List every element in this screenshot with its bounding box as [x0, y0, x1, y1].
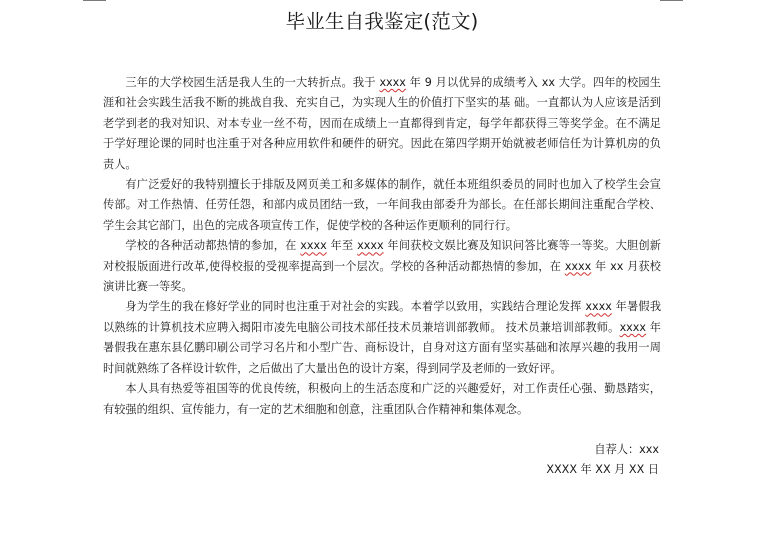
paragraph-text: 学校的各种活动都热情的参加，在 — [125, 239, 301, 253]
page-corner-mark-right — [660, 0, 683, 1]
paragraph-text: 年 9 月以优异的成绩考入 xx 大学。四年的校园生涯和社会实践生活我不断的挑战自我、充实自己，为实现人生的价值打下坚实的基 础。一直都认为人应该是活到老学到老的我对知识、对本专业一丝不苟，因而在成绩上一直都得到肯定，每学年都获得三等奖学金。在不满足于学好理论课的同时也注重于对各种应用软件和硬件的研究。因此在第四学期开始就被老师信任为计算机房的负责人。 — [103, 76, 661, 171]
paragraph-text: 年间获校文娱比赛及知识问答比赛等一等奖。大胆创新对校报版面进行改革,使得校报的受视率提高到一个层次。学校的各种活动都热情的参加，在 — [103, 239, 661, 273]
paragraph-text: 本人具有热爱等祖国等的优良传统，积极向上的生活态度和广泛的兴趣爱好，对工作责任心强、勤恳踏实，有较强的组织、宣传能力，有一定的艺术细胞和创意，注重团队合作精神和集体观念。 — [103, 382, 661, 416]
document-page — [103, 0, 661, 481]
spellcheck-flagged-text: xxxx — [357, 239, 384, 253]
spellcheck-flagged-text: xxxx — [619, 320, 647, 334]
document-body — [103, 73, 661, 420]
spellcheck-flagged-text: xxxx — [585, 300, 612, 314]
paragraph-text: 三年的大学校园生活是我人生的一大转折点。我于 — [125, 76, 380, 89]
spellcheck-flagged-text: xxxx — [564, 259, 592, 273]
paragraph-text: 年暑假我在惠东县亿鹏印刷公司学习名片和小型广告、商标设计，自身对这方面有坚实基础和浓厚兴趣的我用一周时间就熟练了各样设计软件，之后做出了大量出色的设计方案，得到同学及老师的一致好评。 — [103, 320, 661, 375]
spellcheck-flagged-text: xxxx — [379, 76, 406, 89]
paragraph-text: 有广泛爱好的我特别擅长于排版及网页美工和多媒体的制作，就任本班组织委员的同时也加入了校学生会宣传部。对工作热情、任劳任怨，和部内成员团结一致，一年间我由部委升为部长。在任部长期间注重配合学校、学生会其它部门，出色的完成各项宣传工作，促使学校的各种运作更顺利的同行行。 — [103, 178, 661, 232]
paragraph-3 — [103, 236, 661, 297]
paragraph-text: 身为学生的我在修好学业的同时也注重于对社会的实践。本着学以致用，实践结合理论发挥 — [125, 300, 586, 314]
spellcheck-flagged-text: xxxx — [300, 239, 327, 253]
date-line: XXXX 年 XX 月 XX 日 — [546, 463, 659, 477]
signoff-block — [103, 440, 661, 481]
paragraph-2 — [103, 175, 661, 236]
paragraph-text: 年暑假我以熟练的计算机技术应聘入揭阳市凌先电脑公司技术部任技术员兼培训部教师。 技术员兼培训部教师。 — [103, 300, 662, 334]
document-title: 毕业生自我鉴定(范文) — [285, 10, 479, 33]
paragraph-text: 年 xx 月获校演讲比赛一等奖。 — [103, 259, 661, 294]
signature-line: 自荐人：xxx — [594, 442, 659, 456]
paragraph-1 — [103, 73, 661, 175]
paragraph-text: 年至 — [326, 239, 358, 253]
paragraph-5 — [103, 379, 661, 420]
paragraph-4 — [103, 297, 661, 379]
